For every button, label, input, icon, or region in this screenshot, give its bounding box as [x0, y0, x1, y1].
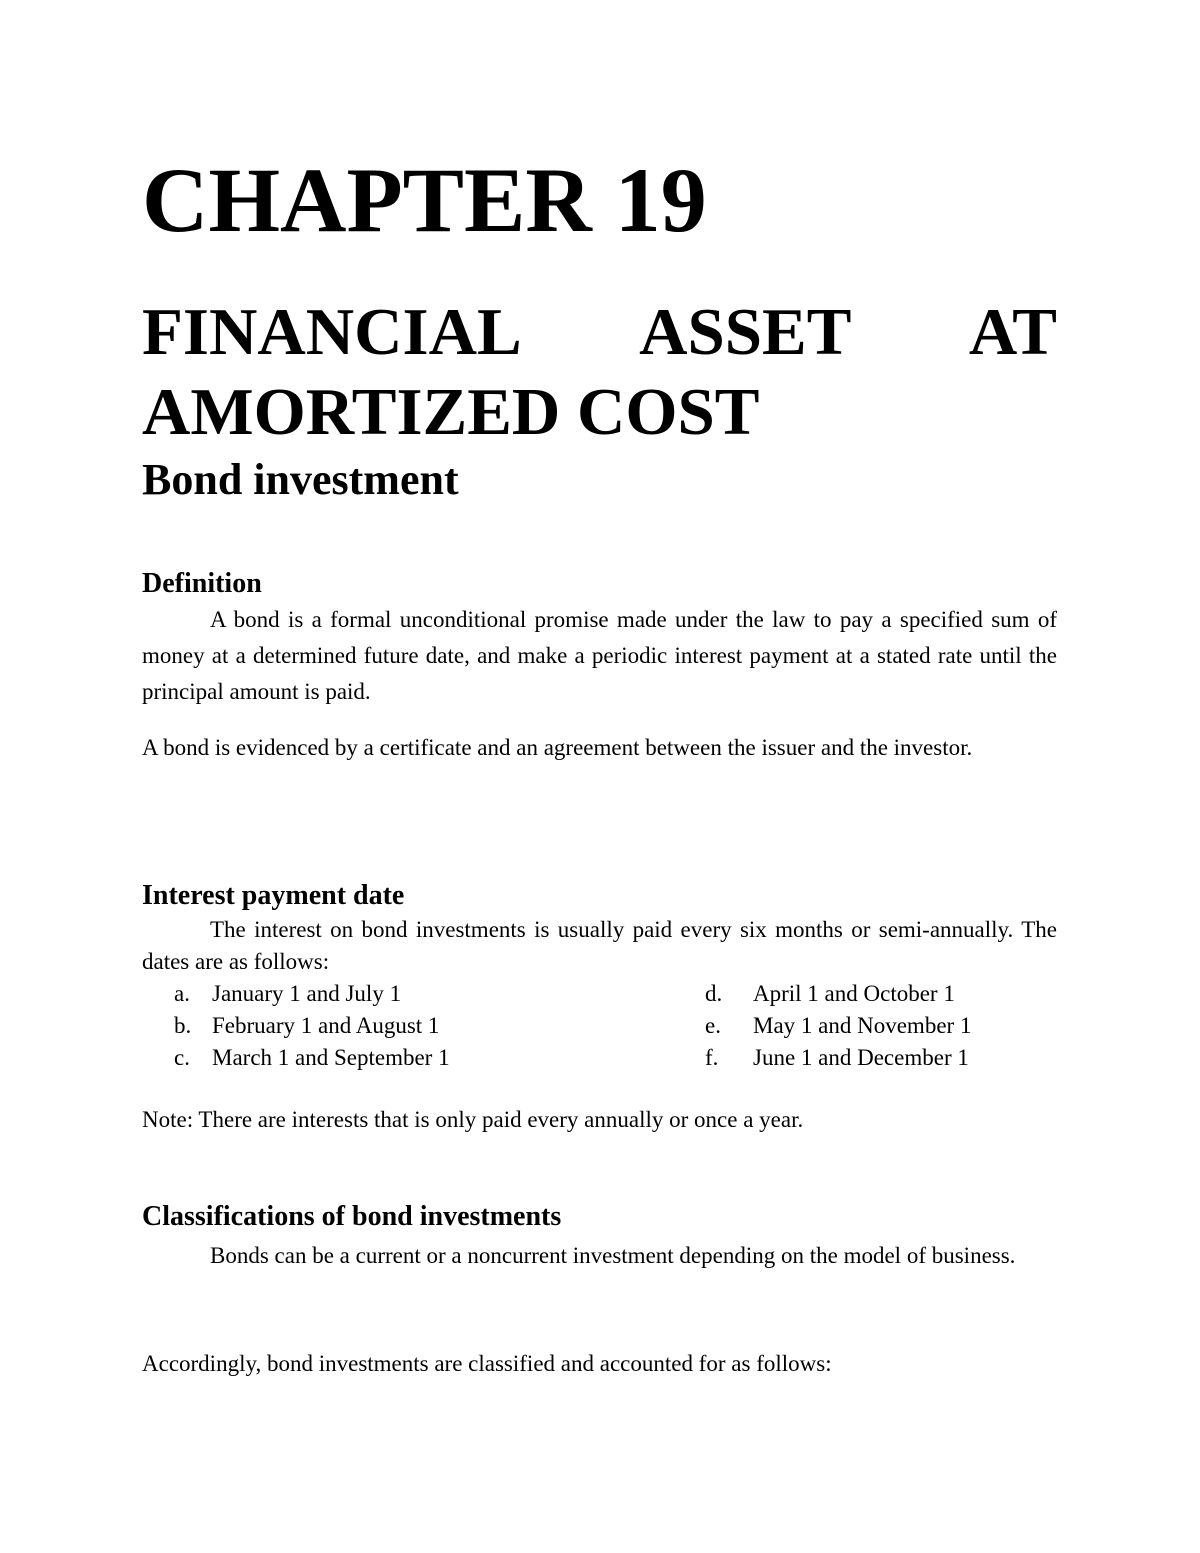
list-item	[142, 1042, 1057, 1074]
list-marker: f.	[705, 1045, 719, 1070]
definition-heading: Definition	[142, 568, 262, 599]
main-title-word: ASSET	[639, 295, 852, 369]
subtitle: Bond investment	[142, 455, 459, 504]
date-pair: February 1 and August 1	[212, 1013, 440, 1038]
list-item	[142, 1010, 1057, 1042]
main-title-word: FINANCIAL	[142, 295, 522, 369]
classifications-heading: Classifications of bond investments	[142, 1201, 562, 1232]
list-marker: c.	[174, 1045, 190, 1070]
date-pair: May 1 and November 1	[753, 1013, 972, 1038]
interest-payment-paragraph: The interest on bond investments is usually paid every six months or semi-annually. The dates are as follows:	[142, 917, 1057, 974]
main-title-word: AT	[968, 295, 1057, 369]
date-pair: April 1 and October 1	[753, 981, 955, 1006]
date-pair: March 1 and September 1	[212, 1045, 450, 1070]
interest-payment-heading: Interest payment date	[142, 880, 405, 911]
list-item	[142, 978, 1057, 1010]
list-marker: d.	[705, 981, 723, 1006]
interest-dates-list	[142, 978, 1057, 1074]
bond-evidence-paragraph: A bond is evidenced by a certificate and an agreement between the issuer and the investor.	[142, 735, 973, 760]
list-marker: b.	[174, 1013, 192, 1038]
date-pair: January 1 and July 1	[212, 981, 402, 1006]
main-title-line-2: AMORTIZED COST	[142, 375, 760, 449]
interest-note: Note: There are interests that is only paid every annually or once a year.	[142, 1107, 804, 1132]
definition-paragraph: A bond is a formal unconditional promise made under the law to pay a specified sum of money at a determined future date, and make a periodic interest payment at a stated rate until the principal amount is paid.	[142, 607, 1057, 704]
list-marker: a.	[174, 981, 190, 1006]
date-pair: June 1 and December 1	[753, 1045, 969, 1070]
list-marker: e.	[705, 1013, 721, 1038]
main-title	[142, 292, 1057, 452]
classifications-paragraph: Bonds can be a current or a noncurrent investment depending on the model of business.	[210, 1243, 1016, 1268]
chapter-title: CHAPTER 19	[142, 149, 707, 251]
classifications-intro-paragraph: Accordingly, bond investments are classified and accounted for as follows:	[142, 1351, 832, 1376]
main-title-line-1	[142, 292, 1057, 372]
